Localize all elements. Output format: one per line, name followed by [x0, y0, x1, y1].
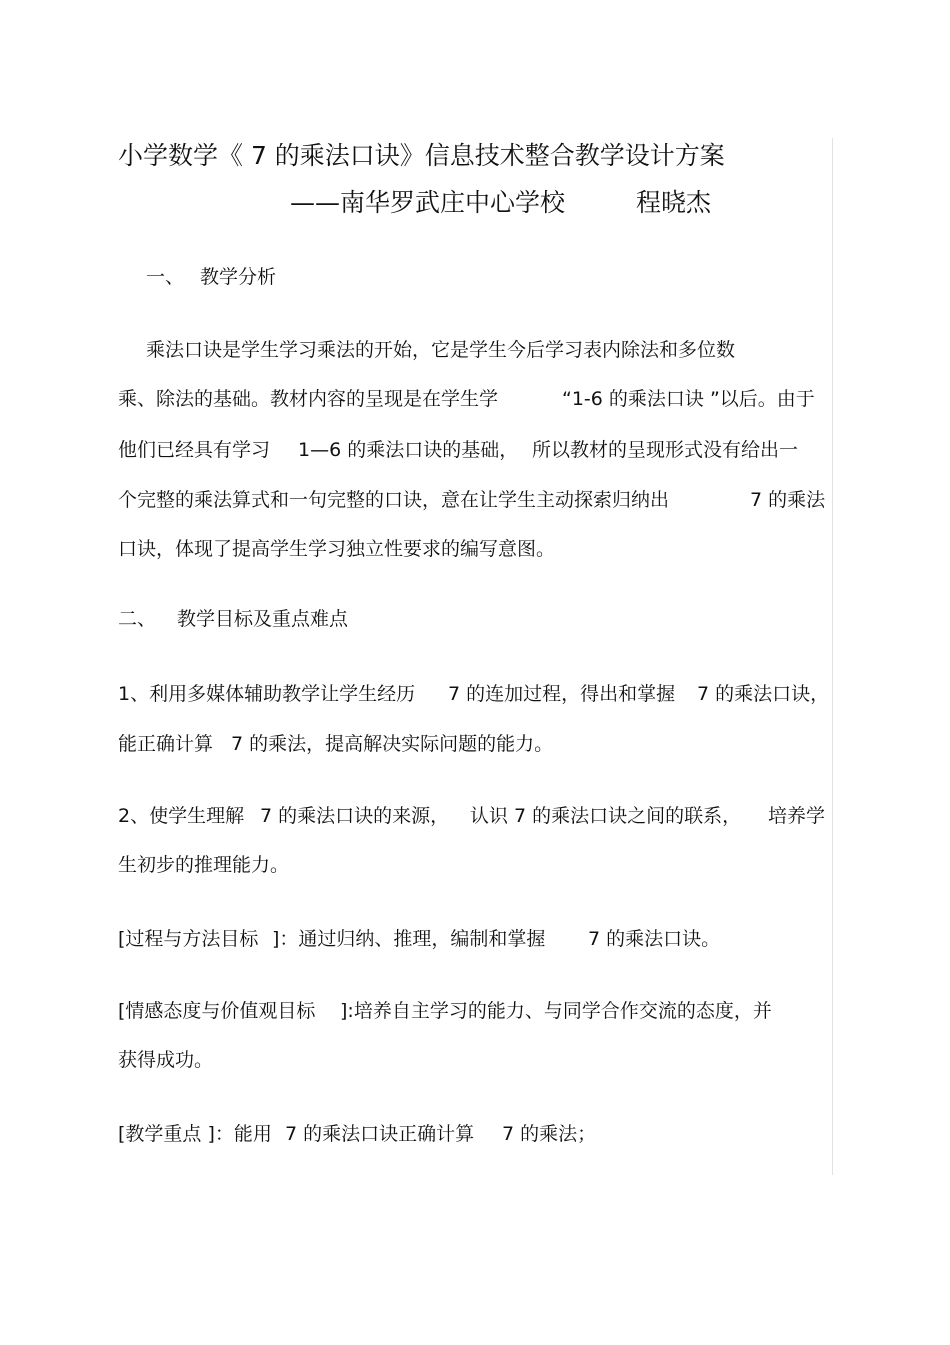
- goal2-line: 2、使学生理解: [118, 805, 245, 827]
- emotion-goal-line: 获得成功。: [118, 1049, 214, 1071]
- goal1-line: 7 的连加过程，得出和掌握: [448, 683, 676, 705]
- section1-paragraph-line: 乘法口诀是学生学习乘法的开始，它是学生今后学习表内除法和多位数: [146, 339, 736, 361]
- goal2-line: 认识 7 的乘法口诀之间的联系，: [470, 805, 742, 827]
- document-subtitle-author: 程晓杰: [636, 188, 712, 217]
- key-point-line: 7 的乘法；: [502, 1123, 597, 1145]
- process-goal-line: [过程与方法目标: [118, 928, 259, 950]
- goal1-line: 1、利用多媒体辅助教学让学生经历: [118, 683, 416, 705]
- section1-number: 一、: [146, 266, 185, 288]
- section1-paragraph-line: “1-6 的乘法口诀 ”以后。由于: [562, 388, 815, 410]
- section1-paragraph-line: 所以教材的呈现形式没有给出一: [532, 439, 799, 461]
- section2-number: 二、: [118, 608, 157, 630]
- section2-heading: 教学目标及重点难点: [177, 608, 349, 630]
- section1-paragraph-line: 他们已经具有学习: [118, 439, 271, 461]
- goal2-line: 生初步的推理能力。: [118, 854, 290, 876]
- process-goal-line: ]：通过归纳、推理，编制和掌握: [272, 928, 546, 950]
- goal2-line: 7 的乘法口诀的来源，: [260, 805, 450, 827]
- emotion-goal-line: ]:培养自主学习的能力、与同学合作交流的态度，并: [340, 1000, 772, 1022]
- section1-paragraph-line: 口诀，体现了提高学生学习独立性要求的编写意图。: [118, 538, 556, 560]
- page-margin-rule: [832, 138, 833, 1175]
- goal1-line: 能正确计算: [118, 733, 214, 755]
- section1-paragraph-line: 1—6 的乘法口诀的基础，: [298, 439, 519, 461]
- goal1-line: 7 的乘法，提高解决实际问题的能力。: [231, 733, 554, 755]
- document-subtitle-school: ——南华罗武庄中心学校: [290, 188, 566, 217]
- section1-heading: 教学分析: [200, 266, 277, 288]
- process-goal-line: 7 的乘法口诀。: [588, 928, 721, 950]
- key-point-line: [教学重点 ]：能用: [118, 1123, 272, 1145]
- goal2-line: 培养学: [768, 805, 826, 827]
- section1-paragraph-line: 乘、除法的基础。教材内容的呈现是在学生学: [118, 388, 499, 410]
- goal1-line: 7 的乘法口诀，: [697, 683, 830, 705]
- section1-paragraph-line: 个完整的乘法算式和一句完整的口诀，意在让学生主动探索归纳出: [118, 489, 670, 511]
- section1-paragraph-line: 7 的乘法: [750, 489, 826, 511]
- document-title: 小学数学《 7 的乘法口诀》信息技术整合教学设计方案: [118, 141, 725, 170]
- key-point-line: 7 的乘法口诀正确计算: [285, 1123, 475, 1145]
- emotion-goal-line: [情感态度与价值观目标: [118, 1000, 316, 1022]
